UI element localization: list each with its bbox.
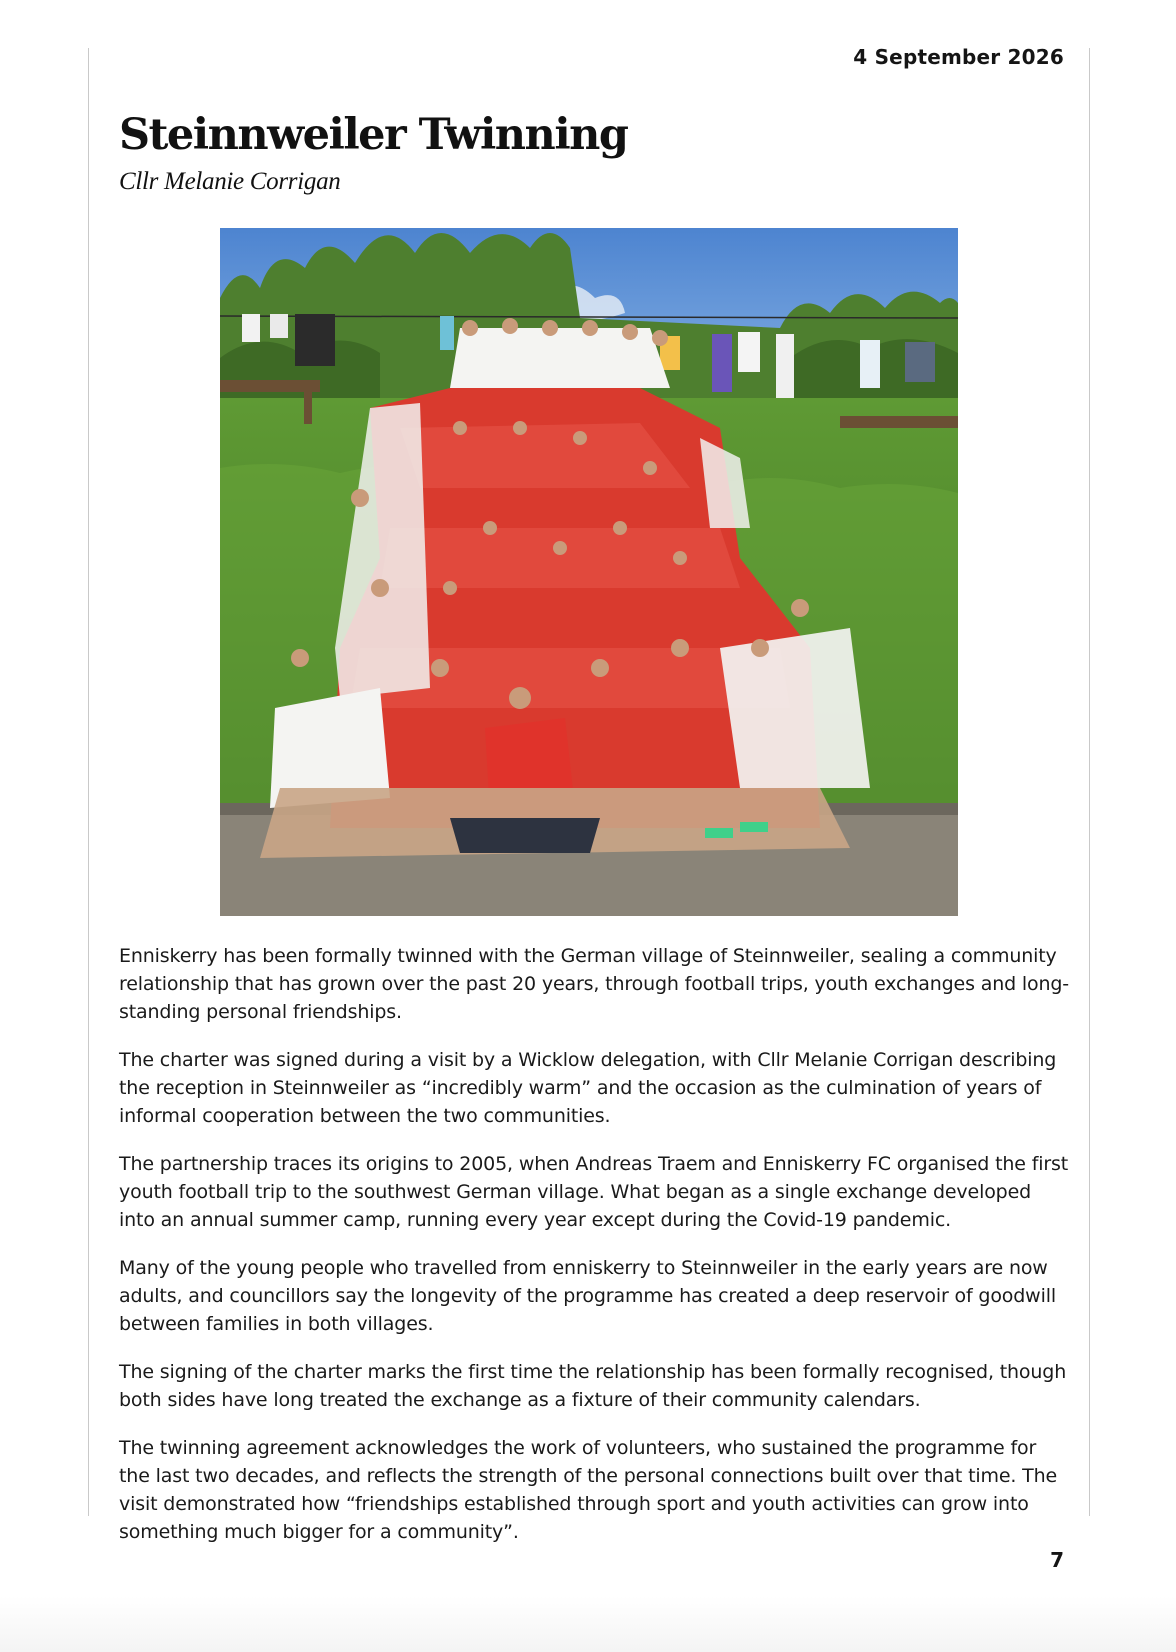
- article-paragraph: The charter was signed during a visit by a Wicklow delegation, with Cllr Melanie Corrigan describing the reception in Steinnweiler as “incredibly warm” and the occasion as the culmination of years of informal cooperation between the two communities.: [119, 1049, 1057, 1127]
- left-margin-rule: [88, 48, 89, 1516]
- article-paragraph: Many of the young people who travelled from enniskerry to Steinnweiler in the early years are now adults, and councillors say the longevity of the programme has created a deep reservoir of goodwill between families in both villages.: [119, 1257, 1056, 1335]
- photo-crowd-white: [450, 328, 670, 388]
- photo-bench-right: [840, 416, 958, 428]
- photo-green-sandals: [705, 828, 733, 838]
- article-paragraph: The signing of the charter marks the first time the relationship has been formally recognised, though both sides have long treated the exchange as a fixture of their community calendars.: [119, 1361, 1067, 1411]
- article-paragraph: The twinning agreement acknowledges the work of volunteers, who sustained the programme for the last two decades, and reflects the strength of the personal connections built over that time. The visit demonstrated how “friendships established through sport and youth activities can grow into something much bigger for a community”.: [119, 1437, 1058, 1543]
- article-body: [119, 942, 1069, 1566]
- page-number: 7: [1050, 1548, 1064, 1572]
- article-paragraph: The partnership traces its origins to 2005, when Andreas Traem and Enniskerry FC organised the first youth football trip to the southwest German village. What began as a single exchange developed into an annual summer camp, running every year except during the Covid-19 pandemic.: [119, 1153, 1069, 1231]
- article-title: Steinnweiler Twinning: [119, 110, 628, 160]
- article-paragraph: Enniskerry has been formally twinned with the German village of Steinnweiler, sealing a community relationship that has grown over the past 20 years, through football trips, youth exchanges and long-standing personal friendships.: [119, 945, 1070, 1023]
- page-bottom-edge: [0, 1596, 1176, 1652]
- group-photo: [220, 228, 958, 916]
- right-margin-rule: [1089, 48, 1090, 1516]
- article-byline: Cllr Melanie Corrigan: [119, 168, 341, 195]
- page-date: 4 September 2026: [853, 45, 1064, 69]
